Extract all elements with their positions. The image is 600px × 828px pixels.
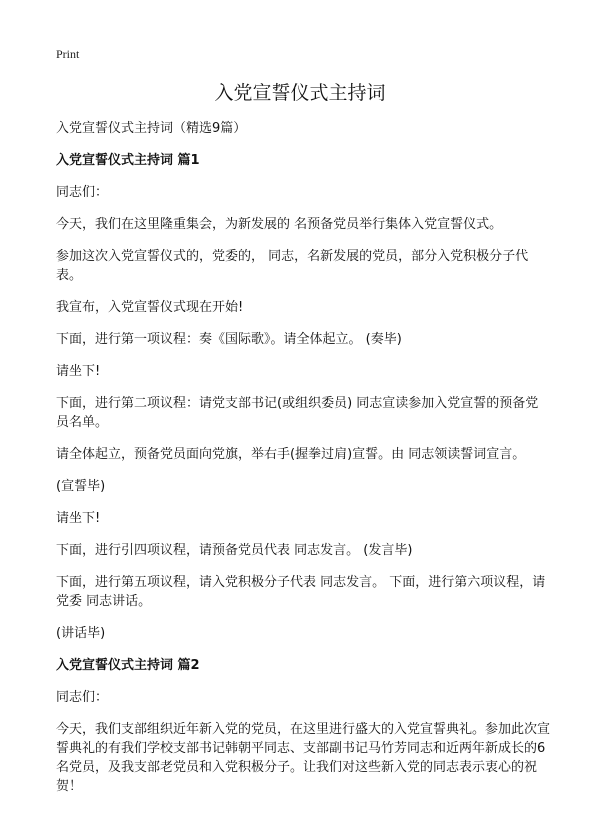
paragraph: 我宣布，入党宣誓仪式现在开始! xyxy=(56,300,244,315)
print-link[interactable]: Print xyxy=(56,47,80,61)
paragraph: 今天，我们支部组织近年新入党的党员，在这里进行盛大的入党宣誓典礼。参加此次宣誓典礼的有我们学校支部书记韩朝平同志、支部副书记马竹芳同志和近两年新成长的6名党员，及我支部老党员和入党积极分子。让我们对这些新入党的同志表示衷心的祝贺！ xyxy=(56,722,551,794)
paragraph: 下面，进行第二项议程：请党支部书记(或组织委员) 同志宣读参加入党宣誓的预备党员名单。 xyxy=(56,396,539,430)
document-body xyxy=(56,119,550,809)
paragraph: 同志们： xyxy=(56,690,109,705)
paragraph: 同志们： xyxy=(56,185,109,200)
paragraph: 请全体起立，预备党员面向党旗，举右手(握拳过肩)宣誓。由 同志领读誓词宣言。 xyxy=(56,447,526,462)
paragraph: (讲话毕) xyxy=(56,626,106,641)
paragraph: 请坐下! xyxy=(56,511,101,526)
section-heading-2: 入党宣誓仪式主持词 篇2 xyxy=(56,658,200,673)
paragraph: 参加这次入党宣誓仪式的，党委的， 同志，名新发展的党员，部分入党积极分子代表。 xyxy=(56,249,529,283)
paragraph: 下面，进行第五项议程，请入党积极分子代表 同志发言。 下面，进行第六项议程，请党委 同志讲话。 xyxy=(56,575,546,609)
section-heading-1: 入党宣誓仪式主持词 篇1 xyxy=(56,153,200,168)
paragraph: 今天，我们在这里隆重集会，为新发展的 名预备党员举行集体入党宣誓仪式。 xyxy=(56,217,503,232)
paragraph: 请坐下! xyxy=(56,364,101,379)
paragraph: (宣誓毕) xyxy=(56,479,106,494)
intro-line: 入党宣誓仪式主持词（精选9篇） xyxy=(56,121,247,136)
paragraph: 下面，进行第一项议程：奏《国际歌》。请全体起立。 (奏毕) xyxy=(56,332,402,347)
page-title: 入党宣誓仪式主持词 xyxy=(214,82,386,104)
paragraph: 下面，进行引四项议程，请预备党员代表 同志发言。 (发言毕) xyxy=(56,543,413,558)
